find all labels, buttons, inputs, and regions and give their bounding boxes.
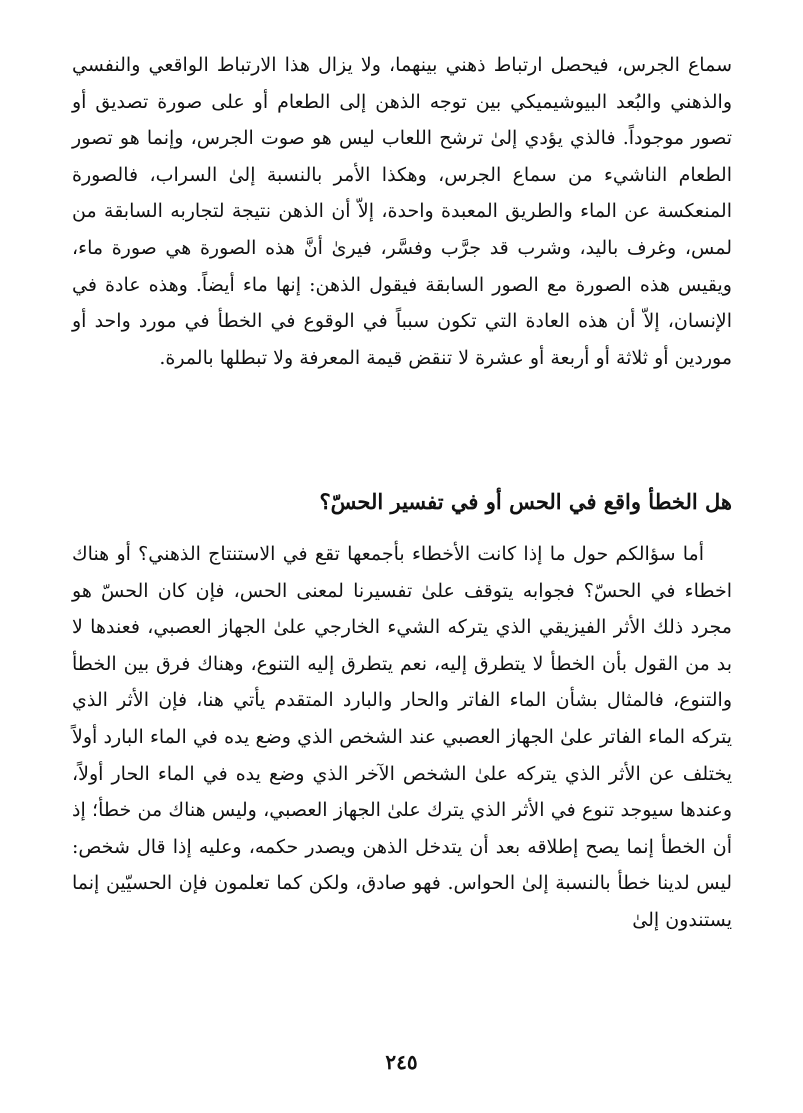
page-number: ٢٤٥ — [385, 1050, 418, 1074]
body-paragraph-1: سماع الجرس، فيحصل ارتباط ذهني بينهما، ولا يزال هذا الارتباط الواقعي والنفسي والذهني والبُعد البيوشيميكي بين توجه الذهن إلى الطعام أو على صورة تصديق أو تصور موجوداً. فالذي يؤدي إلىٰ ترشح اللعاب ليس هو صوت الجرس، وإنما هو تصور الطعام الناشيء من سماع الجرس، وهكذا الأمر بالنسبة إلىٰ السراب، فالصورة المنعكسة عن الماء والطريق المعبدة واحدة، إلاّ أن الذهن نتيجة لتجاربه السابقة من لمس، وغرف باليد، وشرب قد جرَّب وفسَّر، فيرىٰ أنَّ هذه الصورة هي صورة ماء، ويقيس هذه الصورة مع الصور السابقة فيقول الذهن: إنها ماء أيضاً. وهذه عادة في الإنسان، إلاّ أن هذه العادة التي تكون سبباً في الوقوع في الخطأ في مورد واحد أو موردين أو ثلاثة أو أربعة أو عشرة لا تنقض قيمة المعرفة ولا تبطلها بالمرة. — [72, 54, 732, 369]
body-paragraph-2: أما سؤالكم حول ما إذا كانت الأخطاء بأجمعها تقع في الاستنتاج الذهني؟ أو هناك اخطاء في الحسّ؟ فجوابه يتوقف علىٰ تفسيرنا لمعنى الحس، فإن كان الحسّ هو مجرد ذلك الأثر الفيزيقي الذي يتركه الشيء الخارجي علىٰ الجهاز العصبي، فعندها لا بد من القول بأن الخطأ لا يتطرق إليه، نعم يتطرق إليه التنوع، وهناك فرق بين الخطأ والتنوع، فالمثال بشأن الماء الفاتر والحار والبارد المتقدم يأتي هنا، فإن الأثر الذي يتركه الماء الفاتر علىٰ الجهاز العصبي عند الشخص الذي وضع يده في الماء البارد أولاً يختلف عن الأثر الذي يتركه علىٰ الشخص الآخر الذي وضع يده في الماء الحار أولاً، وعندها سيوجد تنوع في الأثر الذي يترك علىٰ الجهاز العصبي، وليس هناك من خطأ؛ إذ أن الخطأ إنما يصح إطلاقه بعد أن يتدخل الذهن ويصدر حكمه، وعليه إذا قال شخص: ليس لدينا خطأ بالنسبة إلىٰ الحواس. فهو صادق، ولكن كما تعلمون فإن الحسيّين إنما يستندون إلىٰ — [72, 543, 732, 931]
section-heading: هل الخطأ واقع في الحس أو في تفسير الحسّ؟ — [319, 489, 732, 514]
